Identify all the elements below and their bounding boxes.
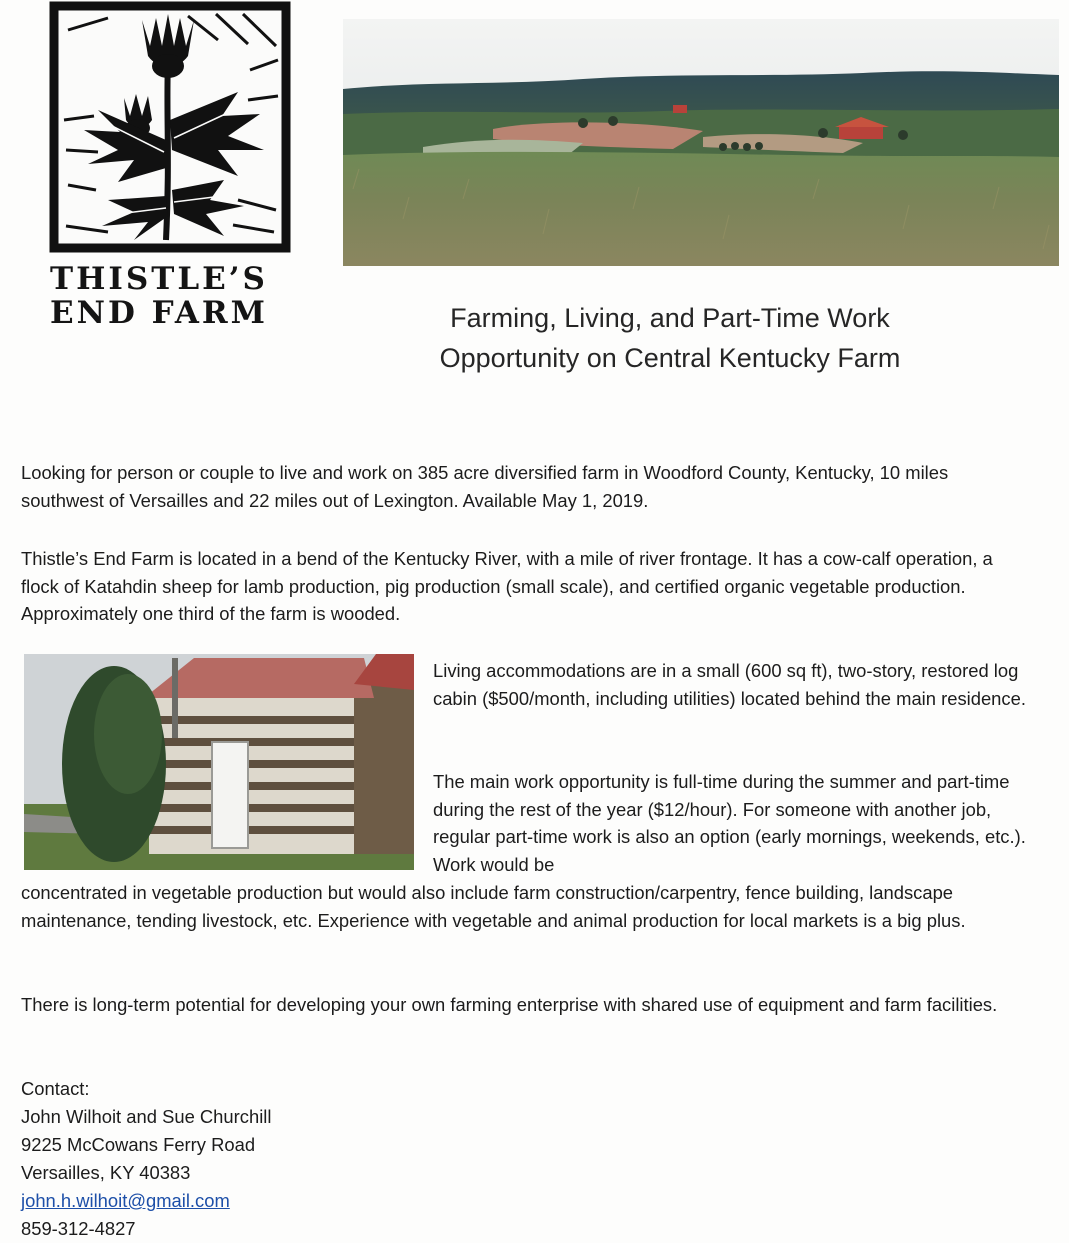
page-title [360,298,980,378]
contact-email-link[interactable]: john.h.wilhoit@gmail.com [21,1190,230,1211]
intro-paragraph: Looking for person or couple to live and work on 385 acre diversified farm in Woodford County, Kentucky, 10 miles southwest of Versailles and 22 miles out of Lexington. Available May 1, 2019. [21,462,949,511]
logo-line-1: THISTLE’S [50,261,268,297]
log-cabin-photo [24,654,414,870]
work-opportunity-paragraph: The main work opportunity is full-time during the summer and part-time during the rest of the year ($12/hour). For someone with another job, regular part-time work is also an option (early mornings, weekends, etc.). Work would be [433,771,1026,875]
contact-phone: 859-312-4827 [21,1218,136,1239]
contact-street: 9225 McCowans Ferry Road [21,1134,256,1155]
thistle-woodcut-icon [38,0,300,256]
title-line-1: Farming, Living, and Part-Time Work [450,303,890,333]
farm-description-paragraph: Thistle’s End Farm is located in a bend of the Kentucky River, with a mile of river frontage. It has a cow-calf operation, a flock of Katahdin sheep for lamb production, pig production (small scale), and certified organic vegetable production. Approximately one third of the farm is wooded. [21,548,993,624]
work-details-paragraph: concentrated in vegetable production but would also include farm construction/carpentry, fence building, landscape maintenance, tending livestock, etc. Experience with vegetable and animal production for local markets is a big plus. [21,882,966,931]
logo-line-2: END FARM [50,295,268,331]
long-term-potential-paragraph: There is long-term potential for developing your own farming enterprise with shared use of equipment and farm facilities. [21,994,998,1015]
contact-label: Contact: [21,1078,90,1099]
contact-names: John Wilhoit and Sue Churchill [21,1106,272,1127]
farm-logo-wordmark [50,262,300,330]
title-line-2: Opportunity on Central Kentucky Farm [439,343,901,373]
living-accommodations-paragraph: Living accommodations are in a small (600 sq ft), two-story, restored log cabin ($500/month, including utilities) located behind the main residence. [433,660,1026,709]
contact-city: Versailles, KY 40383 [21,1162,191,1183]
farm-landscape-photo [343,19,1059,266]
contact-block [21,1075,271,1243]
